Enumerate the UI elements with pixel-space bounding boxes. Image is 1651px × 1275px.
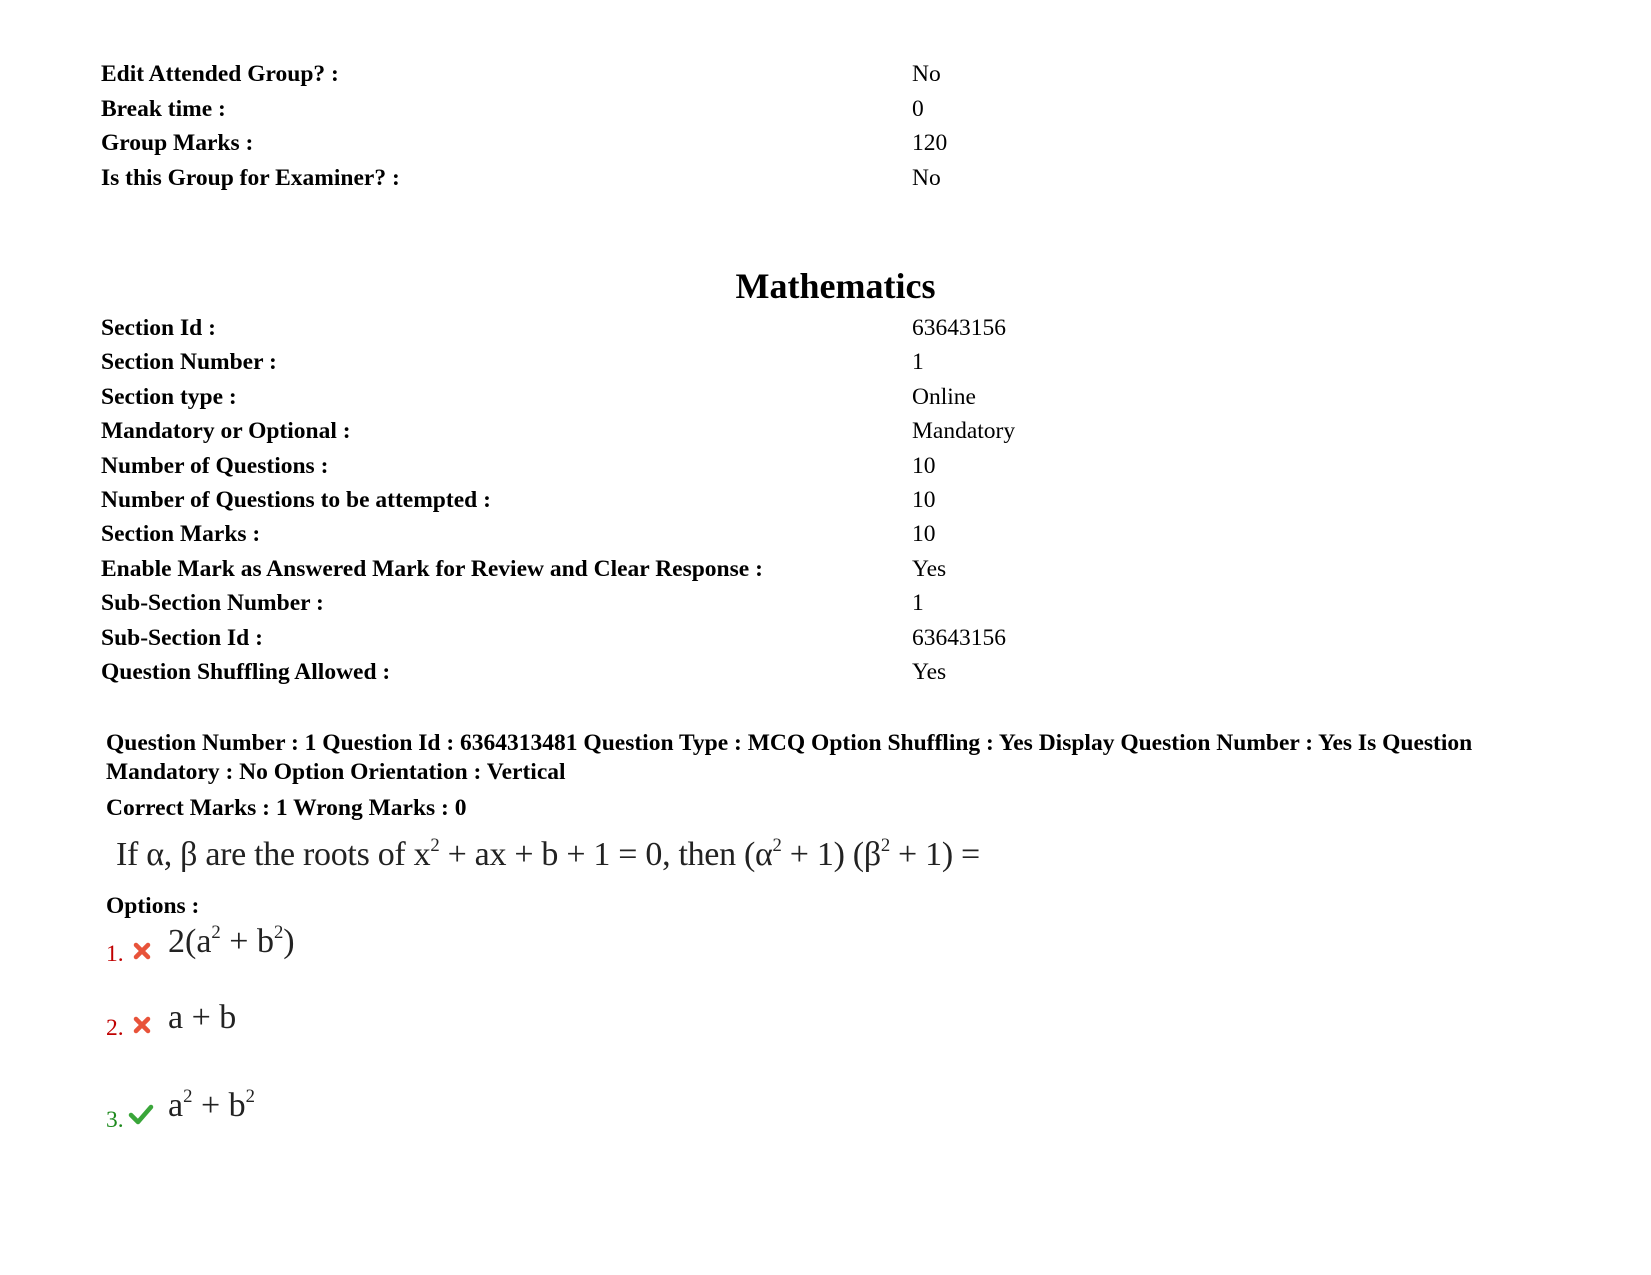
options-label: Options : bbox=[106, 893, 200, 919]
group-info-value: 120 bbox=[912, 130, 948, 156]
section-field-label: Section Id : bbox=[101, 315, 216, 341]
section-field-label: Mandatory or Optional : bbox=[101, 418, 351, 445]
section-title: Mathematics bbox=[735, 266, 936, 306]
table-row bbox=[101, 655, 1015, 689]
table-row bbox=[101, 449, 1015, 483]
section-field-label: Section Number : bbox=[101, 349, 277, 376]
question-text bbox=[116, 832, 980, 878]
group-info-table bbox=[101, 57, 947, 195]
table-row bbox=[101, 345, 1015, 379]
section-info-table bbox=[101, 311, 1015, 689]
section-field-value: Online bbox=[912, 383, 976, 410]
section-field-value: 10 bbox=[912, 521, 936, 548]
section-field-value: 1 bbox=[912, 349, 924, 376]
table-row bbox=[101, 57, 947, 92]
section-field-label: Sub-Section Number : bbox=[101, 590, 324, 617]
section-field-label: Section Marks : bbox=[101, 521, 261, 548]
section-field-label: Sub-Section Id : bbox=[101, 624, 263, 651]
option-number: 3. bbox=[106, 1107, 124, 1133]
superscript: 2 bbox=[880, 834, 890, 856]
section-field-value: 10 bbox=[912, 452, 936, 479]
question-text-part: If α, β are the roots of x bbox=[116, 836, 431, 873]
section-field-value: Mandatory bbox=[912, 418, 1016, 445]
table-row bbox=[101, 92, 947, 127]
superscript: 2 bbox=[273, 921, 284, 943]
section-field-value: 1 bbox=[912, 590, 924, 617]
section-field-value: 63643156 bbox=[912, 624, 1006, 651]
table-row bbox=[101, 483, 1015, 517]
section-field-label: Question Shuffling Allowed : bbox=[101, 659, 391, 686]
option-math: a + b bbox=[168, 999, 237, 1036]
cross-icon bbox=[131, 940, 153, 962]
group-info-value: No bbox=[912, 164, 941, 191]
question-marks: Correct Marks : 1 Wrong Marks : 0 bbox=[106, 795, 467, 821]
section-field-value: 10 bbox=[912, 487, 936, 514]
table-row bbox=[101, 311, 1015, 345]
superscript: 2 bbox=[772, 834, 782, 856]
question-text-part: + ax + b + 1 = 0, then (α bbox=[439, 836, 773, 873]
group-info-label: Group Marks : bbox=[101, 130, 254, 156]
superscript: 2 bbox=[183, 1085, 193, 1107]
cross-icon bbox=[131, 1014, 153, 1036]
option-math-part: + b bbox=[192, 1087, 246, 1124]
option-math-part: ) bbox=[283, 923, 295, 960]
question-text-part: + 1) (β bbox=[781, 836, 881, 873]
table-row bbox=[101, 586, 1015, 620]
superscript: 2 bbox=[245, 1085, 255, 1107]
option-number: 1. bbox=[106, 941, 124, 967]
question-meta: Question Number : 1 Question Id : 6364313481 Question Type : MCQ Option Shuffling : Yes Display Question Number : Yes Is Question Mandatory : No Option Orientation : Vertical bbox=[106, 730, 1473, 785]
group-info-value: 0 bbox=[912, 95, 924, 122]
group-info-label: Is this Group for Examiner? : bbox=[101, 164, 400, 191]
group-info-label: Break time : bbox=[101, 95, 226, 122]
check-icon bbox=[128, 1103, 154, 1125]
table-row bbox=[101, 126, 947, 161]
section-field-value: 63643156 bbox=[912, 315, 1006, 341]
section-field-value: Yes bbox=[912, 659, 947, 686]
option-math bbox=[168, 1084, 255, 1128]
option-math bbox=[168, 920, 295, 964]
section-field-label: Enable Mark as Answered Mark for Review and Clear Response : bbox=[101, 555, 763, 582]
table-row bbox=[101, 380, 1015, 414]
section-field-label: Number of Questions : bbox=[101, 452, 329, 479]
section-field-label: Number of Questions to be attempted : bbox=[101, 487, 491, 514]
section-field-label: Section type : bbox=[101, 383, 237, 410]
option-math-part: + b bbox=[220, 923, 274, 960]
superscript: 2 bbox=[430, 834, 440, 856]
group-info-value: No bbox=[912, 61, 941, 87]
section-field-value: Yes bbox=[912, 555, 947, 582]
table-row bbox=[101, 552, 1015, 586]
question-text-part: + 1) = bbox=[889, 836, 980, 873]
table-row bbox=[101, 414, 1015, 448]
table-row bbox=[101, 161, 947, 196]
superscript: 2 bbox=[211, 921, 221, 943]
table-row bbox=[101, 517, 1015, 551]
option-math-part: a bbox=[168, 1087, 184, 1124]
option-number: 2. bbox=[106, 1015, 124, 1041]
option-math-part: 2(a bbox=[168, 923, 212, 960]
group-info-label: Edit Attended Group? : bbox=[101, 61, 339, 87]
table-row bbox=[101, 621, 1015, 655]
